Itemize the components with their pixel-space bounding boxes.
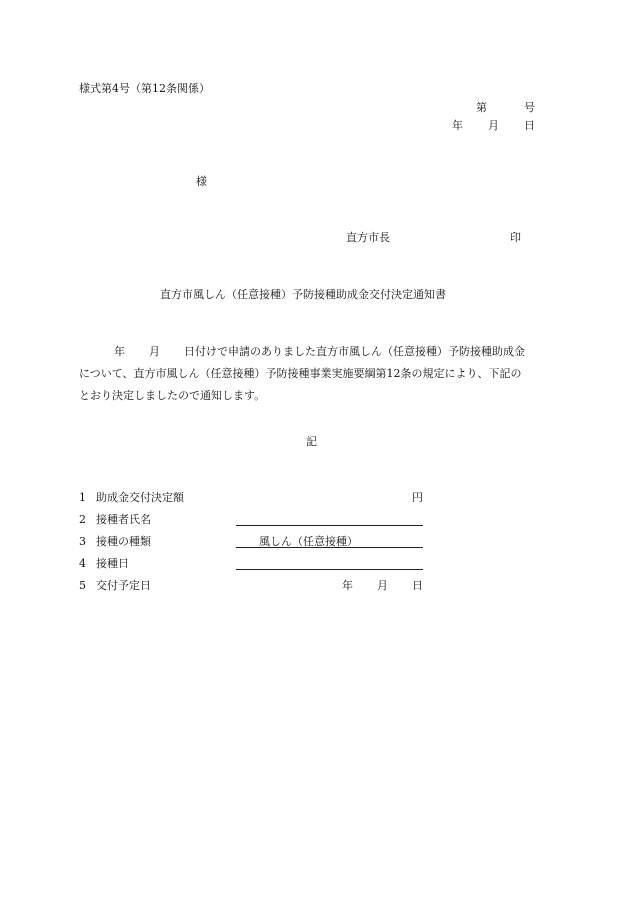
- body-line-3: とおり決定しましたので通知します。: [79, 389, 266, 402]
- issuer-seal: 印: [510, 231, 521, 244]
- date-month: 月: [488, 119, 499, 132]
- item-5-day: 日: [412, 579, 423, 592]
- item-1-label: 助成金交付決定額: [96, 491, 184, 504]
- document-title: 直方市風しん（任意接種）予防接種助成金交付決定通知書: [160, 288, 446, 301]
- body-line-1-text: 日付けで申請のありました直方市風しん（任意接種）予防接種助成金: [184, 345, 525, 358]
- addressee-honorific: 様: [196, 175, 207, 188]
- item-1-number: 1: [79, 491, 86, 504]
- item-4-label: 接種日: [96, 557, 129, 570]
- item-5-number: 5: [79, 579, 86, 592]
- number-suffix: 号: [524, 101, 535, 114]
- item-2-label: 接種者氏名: [96, 513, 151, 526]
- date-year: 年: [452, 119, 463, 132]
- item-5-year: 年: [342, 579, 353, 592]
- item-3-value: 風しん（任意接種）: [259, 535, 358, 548]
- body-line-1: [79, 341, 557, 363]
- date-day: 日: [524, 119, 535, 132]
- form-number: 様式第4号（第12条関係）: [79, 82, 210, 95]
- item-4-number: 4: [79, 557, 86, 570]
- body-year: 年: [114, 345, 125, 358]
- issuer-title: 直方市長: [346, 231, 390, 244]
- number-prefix: 第: [476, 101, 487, 114]
- item-3-underline: [236, 547, 423, 548]
- item-5-month: 月: [377, 579, 388, 592]
- item-5-label: 交付予定日: [96, 579, 151, 592]
- item-3-label: 接種の種類: [96, 535, 151, 548]
- body-month: 月: [149, 345, 160, 358]
- ki-mark: 記: [306, 435, 317, 448]
- item-4-underline: [236, 569, 423, 570]
- item-3-number: 3: [79, 535, 86, 548]
- body-line-2: について、直方市風しん（任意接種）予防接種事業実施要綱第12条の規定により、下記の: [79, 367, 522, 380]
- item-2-underline: [236, 525, 423, 526]
- item-2-number: 2: [79, 513, 86, 526]
- item-1-unit: 円: [412, 491, 423, 504]
- body-paragraph: [79, 341, 557, 407]
